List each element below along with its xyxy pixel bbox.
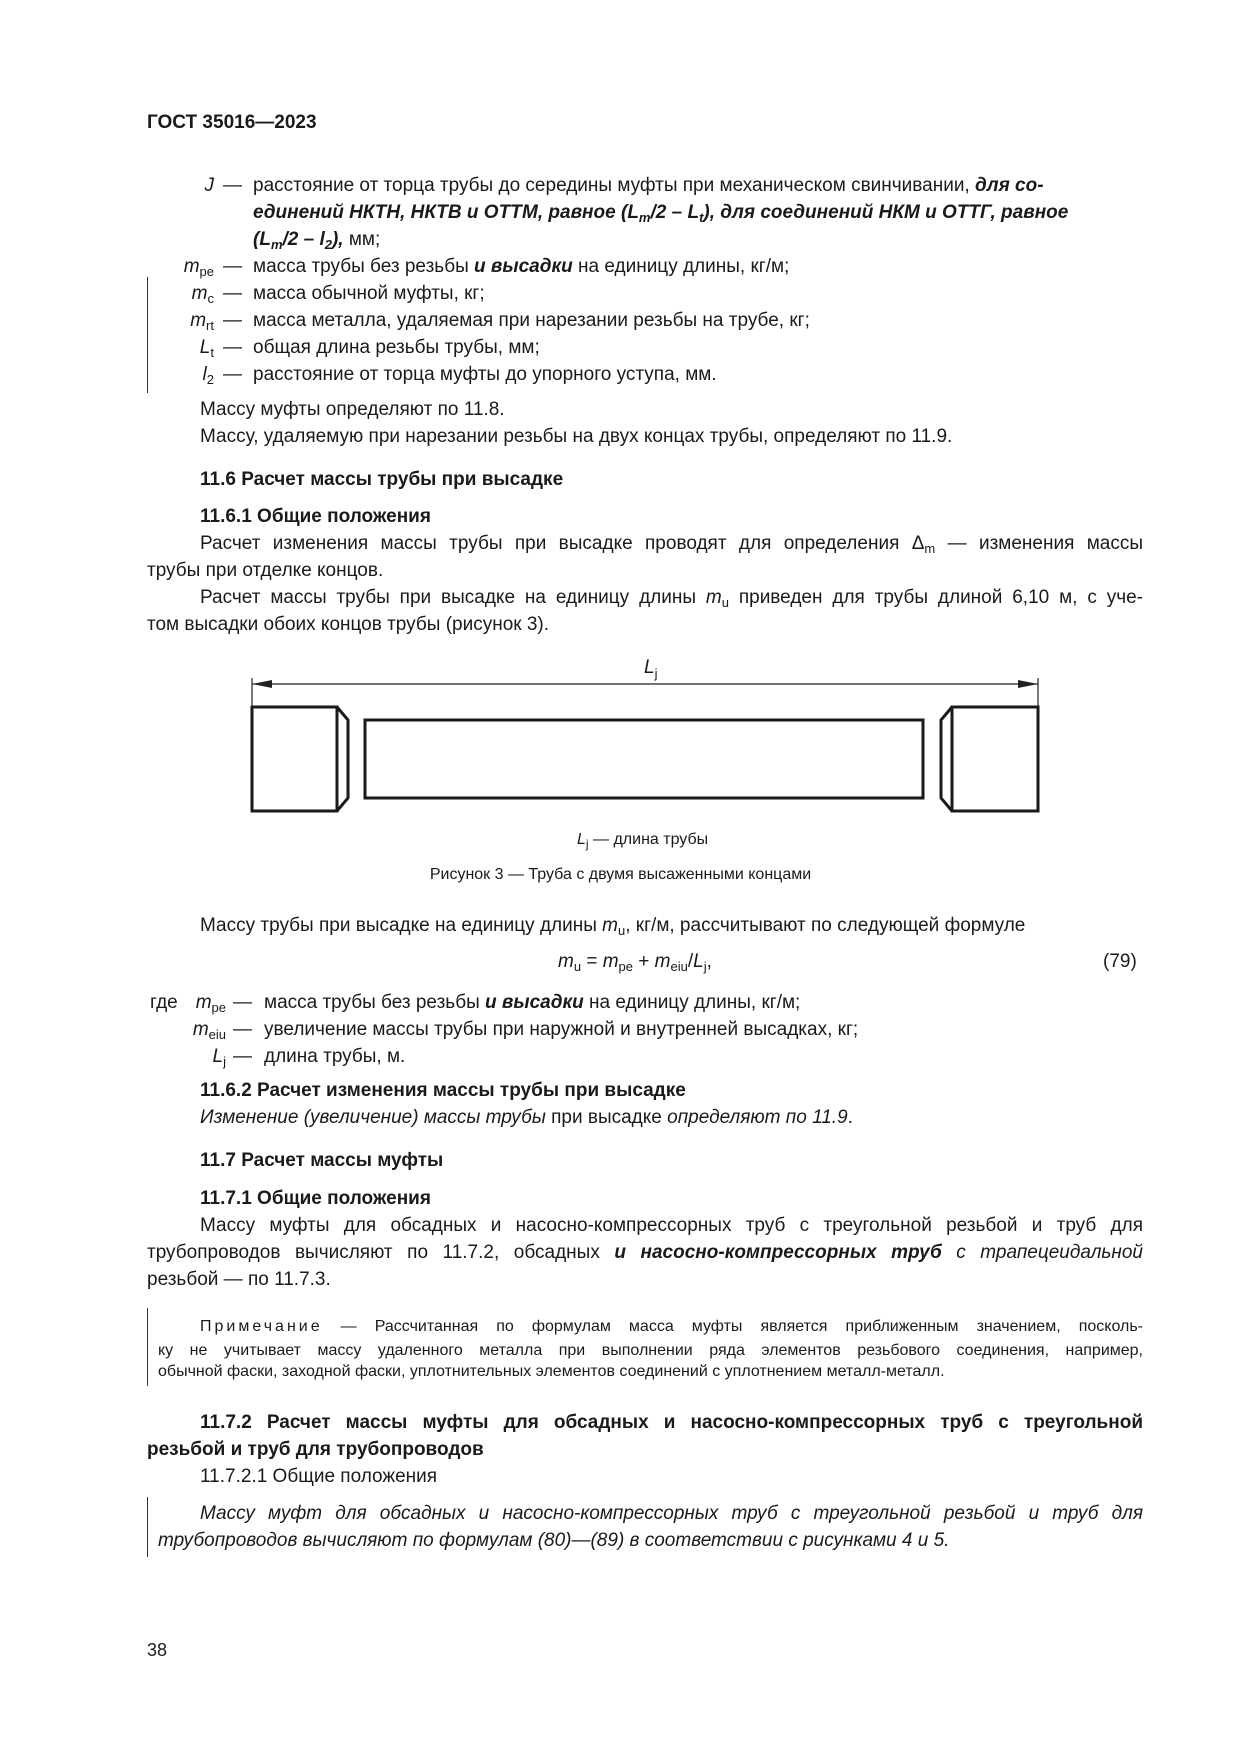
formula-number: (79) — [1103, 951, 1137, 972]
paragraph-11-7-1-line2: трубопроводов вычисляют по 11.7.2, обсадных и насосно-компрессорных труб с трапецеидальной — [147, 1242, 1143, 1263]
paragraph-11-7-1-line1: Массу муфты для обсадных и насосно-компрессорных труб с треугольной резьбой и труб для — [200, 1215, 1143, 1236]
paragraph-11-7-2-1-line1: Массу муфт для обсадных и насосно-компрессорных труб с треугольной резьбой и труб для — [200, 1503, 1143, 1524]
note-line3: обычной фаски, заходной фаски, уплотнительных элементов соединений с уплотнением металл-металл. — [158, 1363, 945, 1380]
figure-upset-pipe — [240, 650, 1050, 830]
symbol-l-t: $L_t$ — [199, 337, 214, 360]
upset-end-right — [952, 707, 1038, 811]
formula-intro: Массу трубы при высадке на единицу длины $m_u$, кг/м, рассчитывают по следующей формуле — [200, 915, 1026, 938]
definition-m-pe-2: масса трубы без резьбы и высадки на единицу длины, кг/м; — [264, 992, 801, 1013]
symbol-m-c: $m_c$ — [191, 283, 214, 306]
definition-dash: — — [223, 283, 242, 304]
symbol-j: J — [204, 175, 214, 196]
section-heading-11-7: 11.7 Расчет массы муфты — [200, 1150, 444, 1171]
definition-l-2: расстояние от торца муфты до упорного уступа, мм. — [253, 364, 717, 385]
where-word: где — [150, 992, 178, 1013]
section-heading-11-6: 11.6 Расчет массы трубы при высадке — [200, 469, 564, 490]
section-heading-11-6-1: 11.6.1 Общие положения — [200, 506, 431, 527]
definition-dash: — — [223, 256, 242, 277]
formula-79: $m_u = m_{pe} + m_{eiu}/L_j$, — [558, 951, 712, 974]
definition-m-pe: масса трубы без резьбы и высадки на единицу длины, кг/м; — [253, 256, 790, 277]
symbol-l-2: $l_2$ — [202, 364, 214, 387]
section-heading-11-7-2-line1: 11.7.2 Расчет массы муфты для обсадных и насосно-компрессорных труб с треугольной — [200, 1412, 1143, 1433]
arrow-right-icon — [1018, 680, 1038, 688]
figure-dimension-label: $L_j$ — [644, 657, 658, 681]
symbol-m-pe: $m_{pe}$ — [195, 992, 226, 1015]
definition-m-c: масса обычной муфты, кг; — [253, 283, 485, 304]
definition-m-rt: масса металла, удаляемая при нарезании резьбы на трубе, кг; — [253, 310, 810, 331]
paragraph-11-6-2: Изменение (увеличение) массы трубы при высадке определяют по 11.9. — [200, 1107, 853, 1128]
revision-bar — [147, 1497, 148, 1557]
figure-caption: Рисунок 3 — Труба с двумя высаженными концами — [429, 866, 812, 883]
definition-dash: — — [233, 1046, 252, 1067]
note-line1: Примечание — Рассчитанная по формулам масса муфты является приближенным значением, посколь- — [200, 1318, 1143, 1335]
symbol-m-pe: $m_{pe}$ — [183, 256, 214, 279]
paragraph-11-6-1-line3: Расчет массы трубы при высадке на единицу длины $m_u$ приведен для трубы длиной 6,10 м, с уче- — [200, 587, 1143, 610]
page-number: 38 — [147, 1640, 168, 1660]
arrow-left-icon — [252, 680, 272, 688]
paragraph-coupling-mass: Массу муфты определяют по 11.8. — [200, 399, 505, 420]
pipe-outline — [252, 707, 1038, 811]
symbol-l-j: $L_j$ — [212, 1046, 226, 1069]
section-heading-11-7-1: 11.7.1 Общие положения — [200, 1188, 431, 1209]
definition-j-line2: единений НКТН, НКТВ и ОТТМ, равное $(L_m/2 - L_t)$, для соединений НКМ и ОТТГ, равное — [253, 202, 1069, 225]
section-heading-11-6-2: 11.6.2 Расчет изменения массы трубы при высадке — [200, 1080, 686, 1101]
paragraph-thread-mass: Массу, удаляемую при нарезании резьбы на двух концах трубы, определяют по 11.9. — [200, 426, 953, 447]
paragraph-11-6-1-line4: том высадки обоих концов трубы (рисунок 3). — [147, 614, 550, 635]
note-line2: ку не учитывает массу удаленного металла при выполнении ряда элементов резьбового соединения, например, — [158, 1342, 1143, 1359]
revision-bar — [147, 277, 148, 393]
upset-end-left — [252, 707, 337, 811]
paragraph-11-6-1-line2: трубы при отделке концов. — [147, 560, 384, 581]
definition-j-line3: $(L_m/2 - l_2)$, мм; — [253, 229, 381, 252]
definition-l-t: общая длина резьбы трубы, мм; — [253, 337, 540, 358]
paragraph-11-7-1-line3: резьбой — по 11.7.3. — [147, 1269, 331, 1290]
section-heading-11-7-2-line2: резьбой и труб для трубопроводов — [147, 1439, 484, 1460]
definition-dash: — — [223, 175, 242, 196]
paragraph-11-7-2-1-line2: трубопроводов вычисляют по формулам (80)—(89) в соответствии с рисунками 4 и 5. — [158, 1530, 950, 1551]
taper-right — [941, 707, 952, 811]
definition-dash: — — [223, 337, 242, 358]
section-heading-11-7-2-1: 11.7.2.1 Общие положения — [200, 1466, 438, 1487]
taper-left — [337, 707, 348, 811]
document-code-header: ГОСТ 35016—2023 — [147, 112, 317, 133]
definition-m-eiu: увеличение массы трубы при наружной и внутренней высадках, кг; — [264, 1019, 859, 1040]
definition-dash: — — [223, 364, 242, 385]
revision-bar — [147, 1308, 148, 1386]
pipe-body — [365, 720, 923, 798]
definition-dash: — — [233, 1019, 252, 1040]
symbol-m-rt: $m_{rt}$ — [190, 310, 214, 333]
definition-j-line1: расстояние от торца трубы до середины муфты при механическом свинчивании, для со- — [253, 175, 1044, 196]
paragraph-11-6-1-line1: Расчет изменения массы трубы при высадке проводят для определения $\Delta_m$ — изменения массы — [200, 533, 1144, 556]
symbol-m-eiu: $m_{eiu}$ — [192, 1019, 226, 1042]
definition-dash: — — [233, 992, 252, 1013]
definition-dash: — — [223, 310, 242, 331]
definition-l-j: длина трубы, м. — [264, 1046, 406, 1067]
figure-legend: $L_j$ — длина трубы — [577, 831, 709, 851]
